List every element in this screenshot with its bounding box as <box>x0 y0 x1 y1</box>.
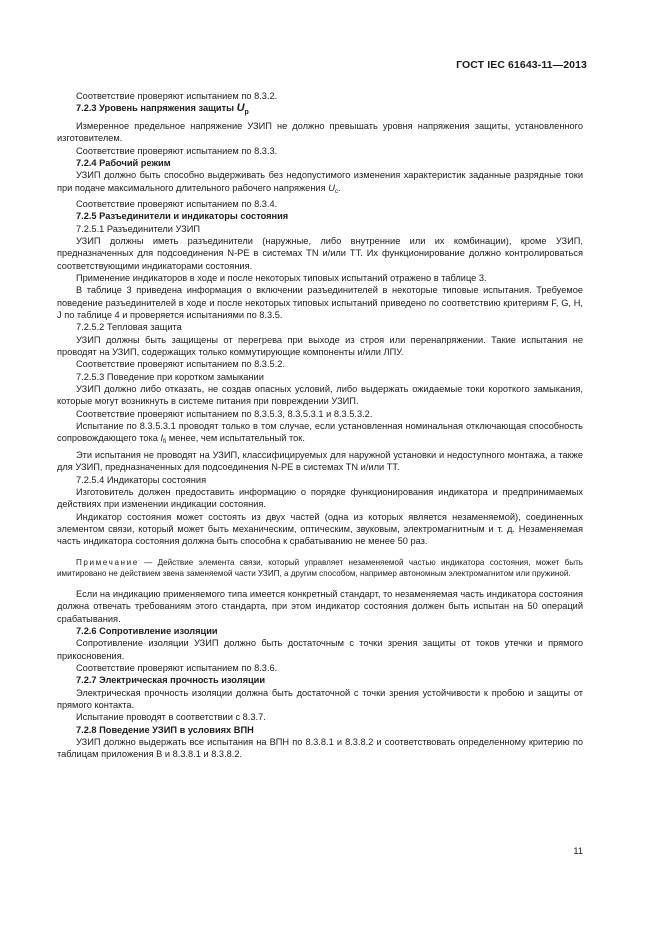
paragraph: УЗИП должны быть защищены от перегрева при выходе из строя или перенапряжении. Такие испытания не проводят на УЗИП, содержащих только коммутирующие компоненты и/или ЛПУ. <box>57 334 583 358</box>
paragraph: Применение индикаторов в ходе и после некоторых типовых испытаний отражено в таблице 3. <box>76 273 487 283</box>
paragraph: Измеренное предельное напряжение УЗИП не должно превышать уровня напряжения защиты, установленного изготовителем. <box>57 120 583 144</box>
paragraph: УЗИП должно либо отказать, не создав опасных условий, либо выдержать ожидаемые токи короткого замыкания, которые могут возникнуть в системе питания при повреждении УЗИП. <box>57 384 583 407</box>
note-label: Примечание <box>76 557 139 567</box>
section-heading-7-2-3: 7.2.3 Уровень напряжения защиты $U_p$ <box>76 102 249 117</box>
document-header: ГОСТ IEC 61643-11—2013 <box>456 59 587 71</box>
paragraph: УЗИП должны иметь разъединители (наружные, либо внутренние или их комбинации), кроме УЗИП, предназначенных для подсоединения N-PE в системах TN и/или TT. Их функционирование должно контролироваться соответствующими индикаторами состояния. <box>57 235 583 271</box>
section-heading-7-2-6: 7.2.6 Сопротивление изоляции <box>76 626 218 636</box>
page-body <box>57 90 583 761</box>
subsection-heading-7-2-5-1: 7.2.5.1 Разъединители УЗИП <box>76 223 201 234</box>
paragraph: Испытание по 8.3.5.3.1 проводят только в том случае, если установленная номинальная отключающая способность сопровождающего тока $I_{fi}$ менее, чем испытательный ток. <box>57 421 583 446</box>
subsection-heading-7-2-5-3: 7.2.5.3 Поведение при коротком замыкании <box>76 371 264 382</box>
section-heading-7-2-5: 7.2.5 Разъединители и индикаторы состояния <box>76 211 289 222</box>
section-heading-7-2-7: 7.2.7 Электрическая прочность изоляции <box>76 675 266 686</box>
paragraph: УЗИП должно быть способно выдерживать без недопустимого изменения характеристик заданные разрядные токи при подаче максимального длительного рабочего напряжения $U_c$. <box>57 170 583 195</box>
page-number: 11 <box>573 846 583 856</box>
section-heading-7-2-4: 7.2.4 Рабочий режим <box>76 157 171 168</box>
paragraph: Соответствие проверяют испытанием по 8.3.2. <box>76 91 278 101</box>
paragraph: Соответствие проверяют испытанием по 8.3.6. <box>76 663 278 674</box>
paragraph: Соответствие проверяют испытанием по 8.3.3. <box>76 145 278 156</box>
paragraph: Испытание проводят в соответствии с 8.3.7. <box>76 712 266 723</box>
paragraph: Соответствие проверяют испытанием по 8.3.5.3, 8.3.5.3.1 и 8.3.5.3.2. <box>76 408 373 419</box>
paragraph: Электрическая прочность изоляции должна быть достаточной с точки зрения устойчивости к пробою и защиты от прямого контакта. <box>57 687 583 711</box>
paragraph: УЗИП должно выдержать все испытания на ВПН по 8.3.8.1 и 8.3.8.2 и соответствовать определенному критерию по таблицам приложения B и 8.3.8.1 и 8.3.8.2. <box>57 737 583 760</box>
paragraph: Индикатор состояния может состоять из двух частей (одна из которых является незаменяемой), соединенных элементом связи, который может быть механическим, оптическим, звуковым, электромагнитным и т. д. Незаменяемая часть индикатора состояния должна быть способна к срабатыванию не менее 50 раз. <box>57 511 583 547</box>
note: Примечание — Действие элемента связи, который управляет незаменяемой частью индикатора состояния, может быть имитировано не действием звена заменяемой части УЗИП, а другим способом, например автономным электромагнитом или пружиной. <box>57 557 583 578</box>
paragraph: Эти испытания не проводят на УЗИП, классифицируемых для наружной установки и недоступного монтажа, а также для УЗИП, предназначенных для подсоединения N-PE в системах TN и/или TT. <box>57 449 583 473</box>
subsection-heading-7-2-5-2: 7.2.5.2 Тепловая защита <box>76 322 182 333</box>
paragraph: В таблице 3 приведена информация о включении разъединителей в некоторые типовые испытания. Требуемое поведение разъединителей в ходе и после некоторых типовых испытаний приведено по соответствию критериям F, G, H, J по таблице 4 и проверяется испытаниями по 8.3.5. <box>57 285 583 321</box>
paragraph: Сопротивление изоляции УЗИП должно быть достаточным с точки зрения защиты от токов утечки и прямого прикосновения. <box>57 638 583 661</box>
paragraph: Соответствие проверяют испытанием по 8.3.4. <box>76 198 278 209</box>
paragraph: Соответствие проверяют испытанием по 8.3.5.2. <box>76 359 285 370</box>
paragraph: Если на индикацию применяемого типа имеется конкретный стандарт, то незаменяемая часть индикатора состояния должна отвечать требованиям этого стандарта, при этом индикатор состояния должен быть испытан на 50 операций срабатывания. <box>57 588 583 624</box>
subsection-heading-7-2-5-4: 7.2.5.4 Индикаторы состояния <box>76 474 207 485</box>
section-heading-7-2-8: 7.2.8 Поведение УЗИП в условиях ВПН <box>76 724 254 735</box>
paragraph: Изготовитель должен предоставить информацию о порядке функционирования индикатора и предпринимаемых действиях при изменении индикации состояния. <box>57 486 583 510</box>
